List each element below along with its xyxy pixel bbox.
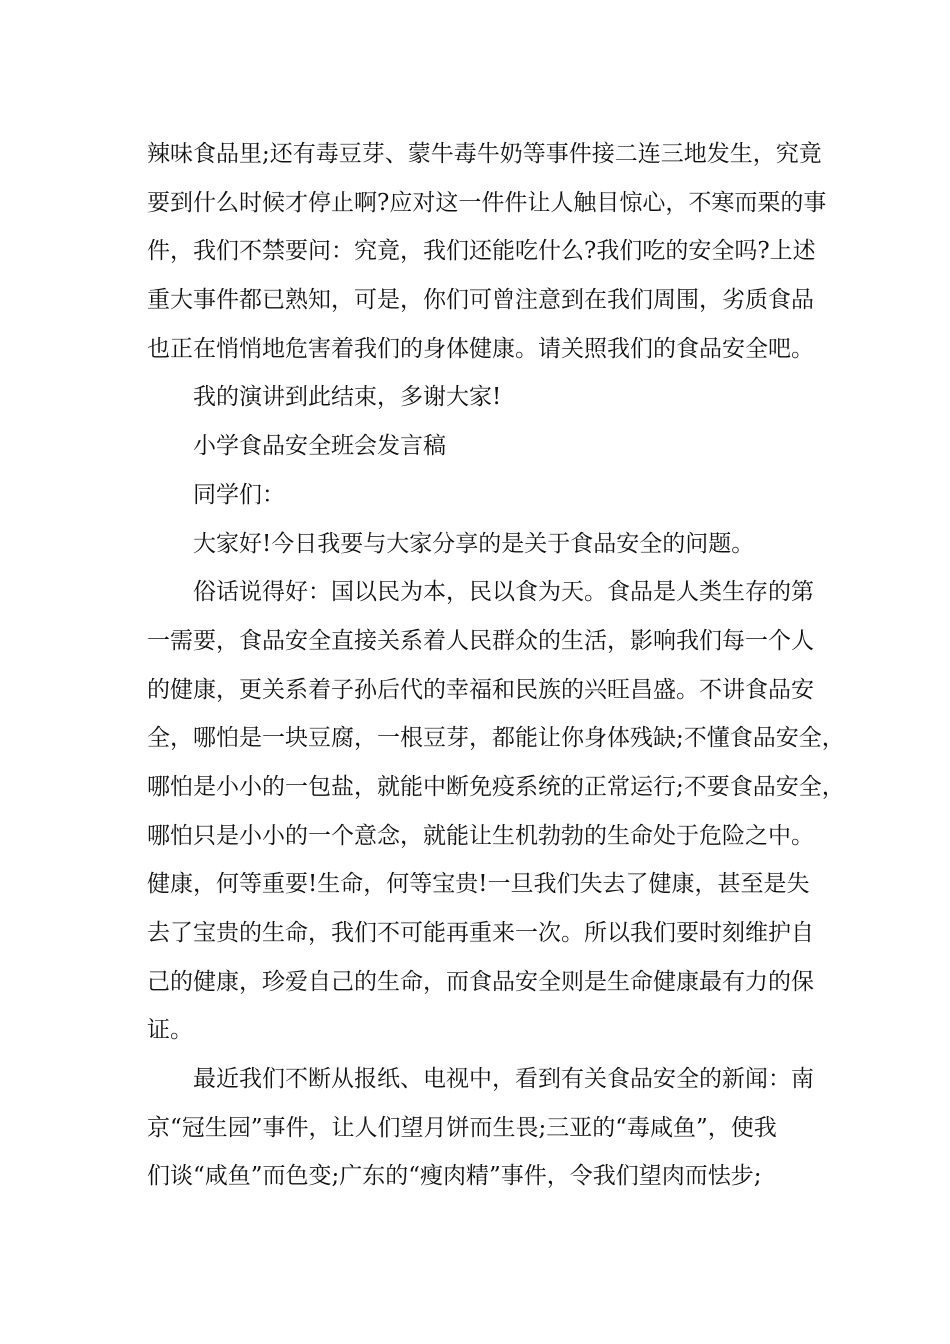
closing-remark: 我的演讲到此结束，多谢大家! xyxy=(193,384,502,411)
text-line: 一需要，食品安全直接关系着人民群众的生活，影响我们每一个人 xyxy=(147,627,814,654)
text-line: 健康，何等重要!生命，何等宝贵!一旦我们失去了健康，甚至是失 xyxy=(147,871,810,898)
text-line: 们谈“咸鱼”而色变;广东的“瘦肉精”事件，令我们望肉而怯步; xyxy=(147,1163,762,1190)
text-line: 哪怕只是小小的一个意念，就能让生机勃勃的生命处于危险之中。 xyxy=(147,822,814,849)
salutation: 同学们： xyxy=(193,481,285,508)
text-line: 重大事件都已熟知，可是，你们可曾注意到在我们周围，劣质食品 xyxy=(147,287,814,314)
text-line: 证。 xyxy=(147,1017,193,1044)
text-line: 哪怕是小小的一包盐，就能中断免疫系统的正常运行;不要食品安全， xyxy=(147,773,845,800)
text-line: 己的健康，珍爱自己的生命，而食品安全则是生命健康最有力的保 xyxy=(147,968,814,995)
paragraph-start: 最近我们不断从报纸、电视中，看到有关食品安全的新闻：南 xyxy=(193,1066,814,1093)
paragraph-start: 大家好!今日我要与大家分享的是关于食品安全的问题。 xyxy=(193,530,755,557)
section-title: 小学食品安全班会发言稿 xyxy=(193,433,446,460)
text-line: 去了宝贵的生命，我们不可能再重来一次。所以我们要时刻维护自 xyxy=(147,920,814,946)
document-body xyxy=(147,130,845,1201)
text-line: 也正在悄悄地危害着我们的身体健康。请关照我们的食品安全吧。 xyxy=(147,335,814,362)
paragraph-start: 俗话说得好：国以民为本，民以食为天。食品是人类生存的第 xyxy=(193,579,814,606)
text-line: 件，我们不禁要问：究竟，我们还能吃什么?我们吃的安全吗?上述 xyxy=(147,238,816,265)
text-line: 辣味食品里;还有毒豆芽、蒙牛毒牛奶等事件接二连三地发生，究竟 xyxy=(147,141,822,167)
text-line: 京“冠生园”事件，让人们望月饼而生畏;三亚的“毒咸鱼”，使我 xyxy=(147,1114,777,1141)
text-line: 的健康，更关系着子孙后代的幸福和民族的兴旺昌盛。不讲食品安 xyxy=(147,676,814,703)
text-line: 要到什么时候才停止啊?应对这一件件让人触目惊心，不寒而栗的事 xyxy=(147,189,827,216)
text-line: 全，哪怕是一块豆腐，一根豆芽，都能让你身体残缺;不懂食品安全， xyxy=(147,725,845,752)
